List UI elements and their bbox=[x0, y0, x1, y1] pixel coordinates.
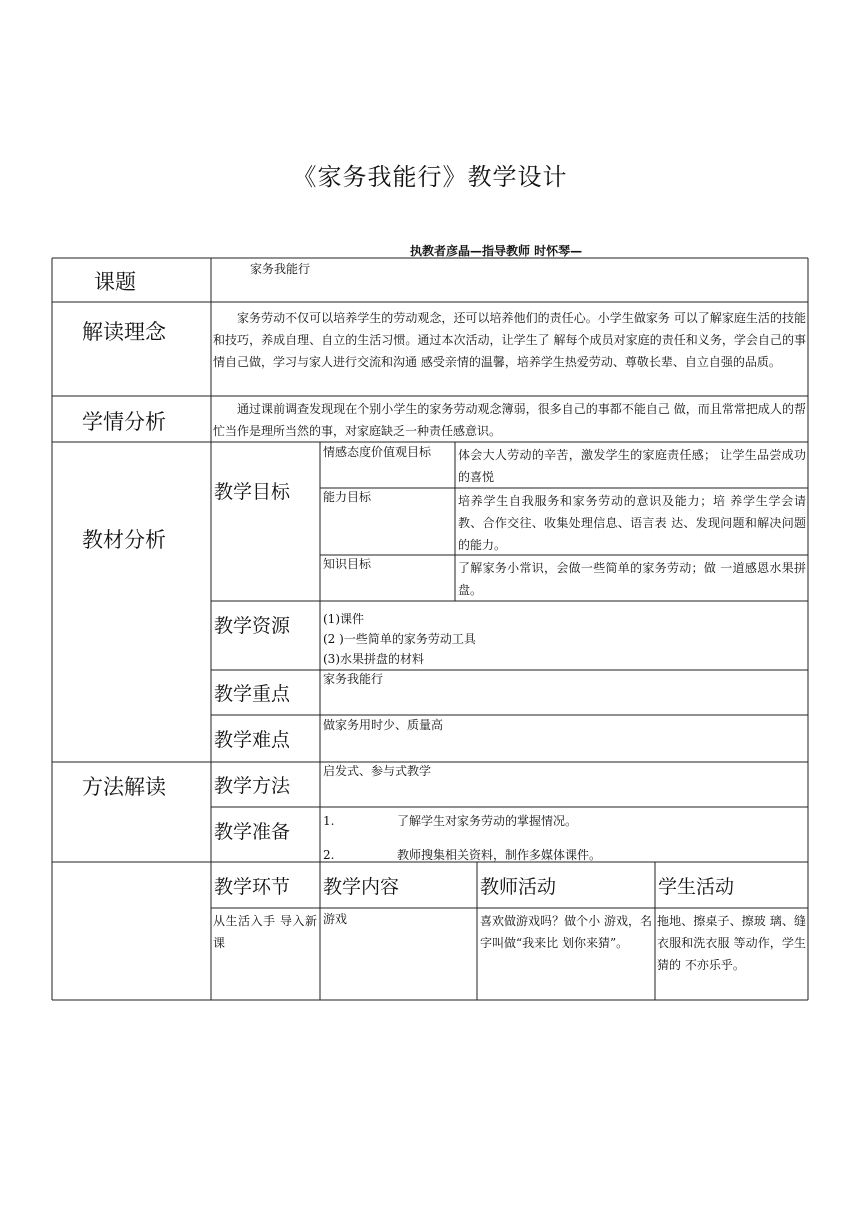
label-prep: 教学准备 bbox=[214, 821, 291, 843]
process-header: 教学内容 bbox=[323, 876, 400, 898]
label-key: 教学重点 bbox=[214, 683, 291, 705]
process-header: 教学环节 bbox=[214, 876, 291, 898]
label-method: 教学方法 bbox=[214, 775, 291, 797]
value-difficulty: 做家务用时少、质量高 bbox=[323, 718, 444, 732]
resource-item: (2 )一些简单的家务劳动工具 bbox=[323, 632, 476, 646]
process-cell: 游戏 bbox=[323, 912, 348, 926]
label-analysis: 学情分析 bbox=[82, 410, 166, 434]
resource-item: (3)水果拼盘的材料 bbox=[323, 652, 424, 666]
value-analysis: 通过课前调查发现现在个别小学生的家务劳动观念簿弱，很多自己的事都不能自己 做，而且常常把成人的帮忙当作是理所当然的事，对家庭缺乏一种责任感意识。 bbox=[213, 402, 806, 438]
goal-name: 情感态度价值观目标 bbox=[323, 445, 432, 459]
label-resources: 教学资源 bbox=[214, 615, 291, 637]
byline: 执教者彦晶—指导教师 时怀琴— bbox=[410, 244, 583, 258]
value-method: 启发式、参与式教学 bbox=[323, 764, 432, 778]
goal-text: 培养学生自我服务和家务劳动的意识及能力；培 养学生学会请教、合作交往、收集处理信息、语言表 达、发现问题和解决问题的能力。 bbox=[458, 494, 806, 552]
process-header: 学生活动 bbox=[658, 876, 735, 898]
goal-name: 能力目标 bbox=[323, 490, 372, 504]
prep-text: 教师搜集相关资料，制作多媒体课件。 bbox=[397, 848, 602, 862]
prep-text: 了解学生对家务劳动的掌握情况。 bbox=[397, 814, 578, 828]
prep-item bbox=[323, 812, 577, 829]
prep-num: 1. bbox=[323, 814, 335, 828]
label-topic: 课题 bbox=[94, 270, 136, 294]
process-cell: 喜欢做游戏吗？做个小 游戏，名字叫做“我来比 划你来猜”。 bbox=[480, 914, 652, 950]
process-cell: 拖地、擦桌子、擦玻 璃、缝衣服和洗衣服 等动作，学生猜的 不亦乐乎。 bbox=[657, 914, 806, 972]
label-method-section: 方法解读 bbox=[82, 775, 166, 799]
prep-num: 2. bbox=[323, 848, 335, 862]
goal-text: 体会大人劳动的辛苦，激发学生的家庭责任感； 让学生品尝成功的喜悦 bbox=[458, 448, 806, 484]
goal-text: 了解家务小常识，会做一些简单的家务劳动；做 一道感恩水果拼盘。 bbox=[458, 561, 806, 597]
value-concept: 家务劳动不仅可以培养学生的劳动观念，还可以培养他们的责任心。小学生做家务 可以了解家庭生活的技能和技巧，养成自理、自立的生活习惯。通过本次活动，让学生了 解每个成员对家庭的责任和义务，学会自己的事情自己做，学习与家人进行交流和沟通 感受亲情的温馨，培养学生热爱劳动、尊敬长辈、自立自强的品质。 bbox=[213, 311, 806, 369]
prep-item bbox=[323, 846, 601, 863]
process-cell: 从生活入手 导入新课 bbox=[213, 914, 317, 950]
value-key: 家务我能行 bbox=[323, 672, 384, 686]
value-topic: 家务我能行 bbox=[250, 262, 311, 276]
label-material: 教材分析 bbox=[82, 528, 166, 552]
resource-item: (1)课件 bbox=[323, 612, 364, 626]
goal-name: 知识目标 bbox=[323, 557, 372, 571]
label-difficulty: 教学难点 bbox=[214, 729, 291, 751]
process-header: 教师活动 bbox=[480, 876, 557, 898]
label-goals: 教学目标 bbox=[214, 481, 291, 503]
label-concept: 解读理念 bbox=[82, 320, 166, 344]
document-title: 《家务我能行》教学设计 bbox=[292, 163, 568, 191]
